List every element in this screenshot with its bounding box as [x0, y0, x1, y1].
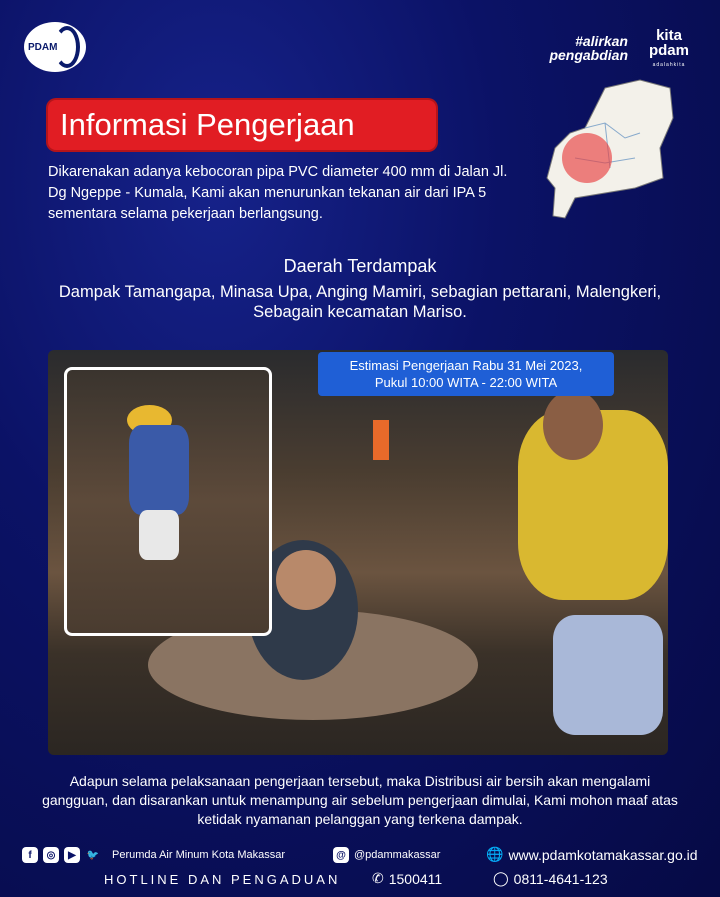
intro-text: Dikarenakan adanya kebocoran pipa PVC diameter 400 mm di Jalan Jl. Dg Ngeppe - Kumala, Kami akan menurunkan tekanan air dari IPA 5 sementara selama pekerjaan berlangsung.	[48, 164, 508, 222]
kita-sub: adalahkita	[652, 62, 686, 68]
app-icon: @	[333, 847, 349, 863]
instagram-icon[interactable]: ◎	[43, 847, 59, 863]
youtube-icon[interactable]: ▶	[64, 847, 80, 863]
estimate-banner	[318, 352, 614, 396]
website-link[interactable]: www.pdamkotamakassar.go.id	[508, 846, 698, 863]
affected-heading: Daerah Terdampak	[283, 256, 437, 276]
facebook-icon[interactable]: f	[22, 847, 38, 863]
kita-text: kita pdam	[648, 27, 689, 59]
phone-number[interactable]: 1500411	[388, 870, 443, 887]
kita-pdam-logo	[641, 28, 697, 73]
whatsapp-icon: ◯	[493, 870, 509, 886]
logo-text: PDAM	[28, 41, 58, 53]
hotline-label: HOTLINE DAN PENGADUAN	[104, 872, 341, 887]
affected-areas: Dampak Tamangapa, Minasa Upa, Anging Mamiri, sebagian pettarani, Malengkeri, Sebagain kecamatan Mariso.	[58, 283, 662, 321]
closing-text: Adapun selama pelaksanaan pengerjaan tersebut, maka Distribusi air bersih akan mengalami gangguan, dan disarankan untuk menampung air sebelum pengerjaan dimulai, Kami mohon maaf atas ketidak nyamanan pelanggan yang terkena dampak.	[42, 773, 678, 827]
affected-area-map	[545, 78, 675, 220]
social-links	[22, 847, 285, 863]
social-name: Perumda Air Minum Kota Makassar	[112, 849, 286, 861]
estimate-time: Pukul 10:00 WITA - 22:00 WITA	[374, 375, 558, 390]
handle	[333, 847, 440, 863]
estimate-date: Estimasi Pengerjaan Rabu 31 Mei 2023,	[349, 358, 583, 373]
hashtag-logo: #alirkan pengabdian	[549, 33, 628, 63]
website	[486, 846, 698, 863]
inset-photo	[64, 367, 272, 636]
phone-icon: ✆	[372, 870, 384, 886]
handle-text[interactable]: @pdammakassar	[354, 849, 441, 861]
globe-icon: 🌐	[486, 846, 504, 862]
pdam-logo	[24, 22, 86, 72]
page-title: Informasi Pengerjaan	[48, 100, 436, 150]
phone	[372, 870, 442, 887]
twitter-icon[interactable]: 🐦	[86, 849, 100, 861]
whatsapp-number[interactable]: 0811-4641-123	[513, 870, 608, 887]
whatsapp	[493, 870, 608, 887]
